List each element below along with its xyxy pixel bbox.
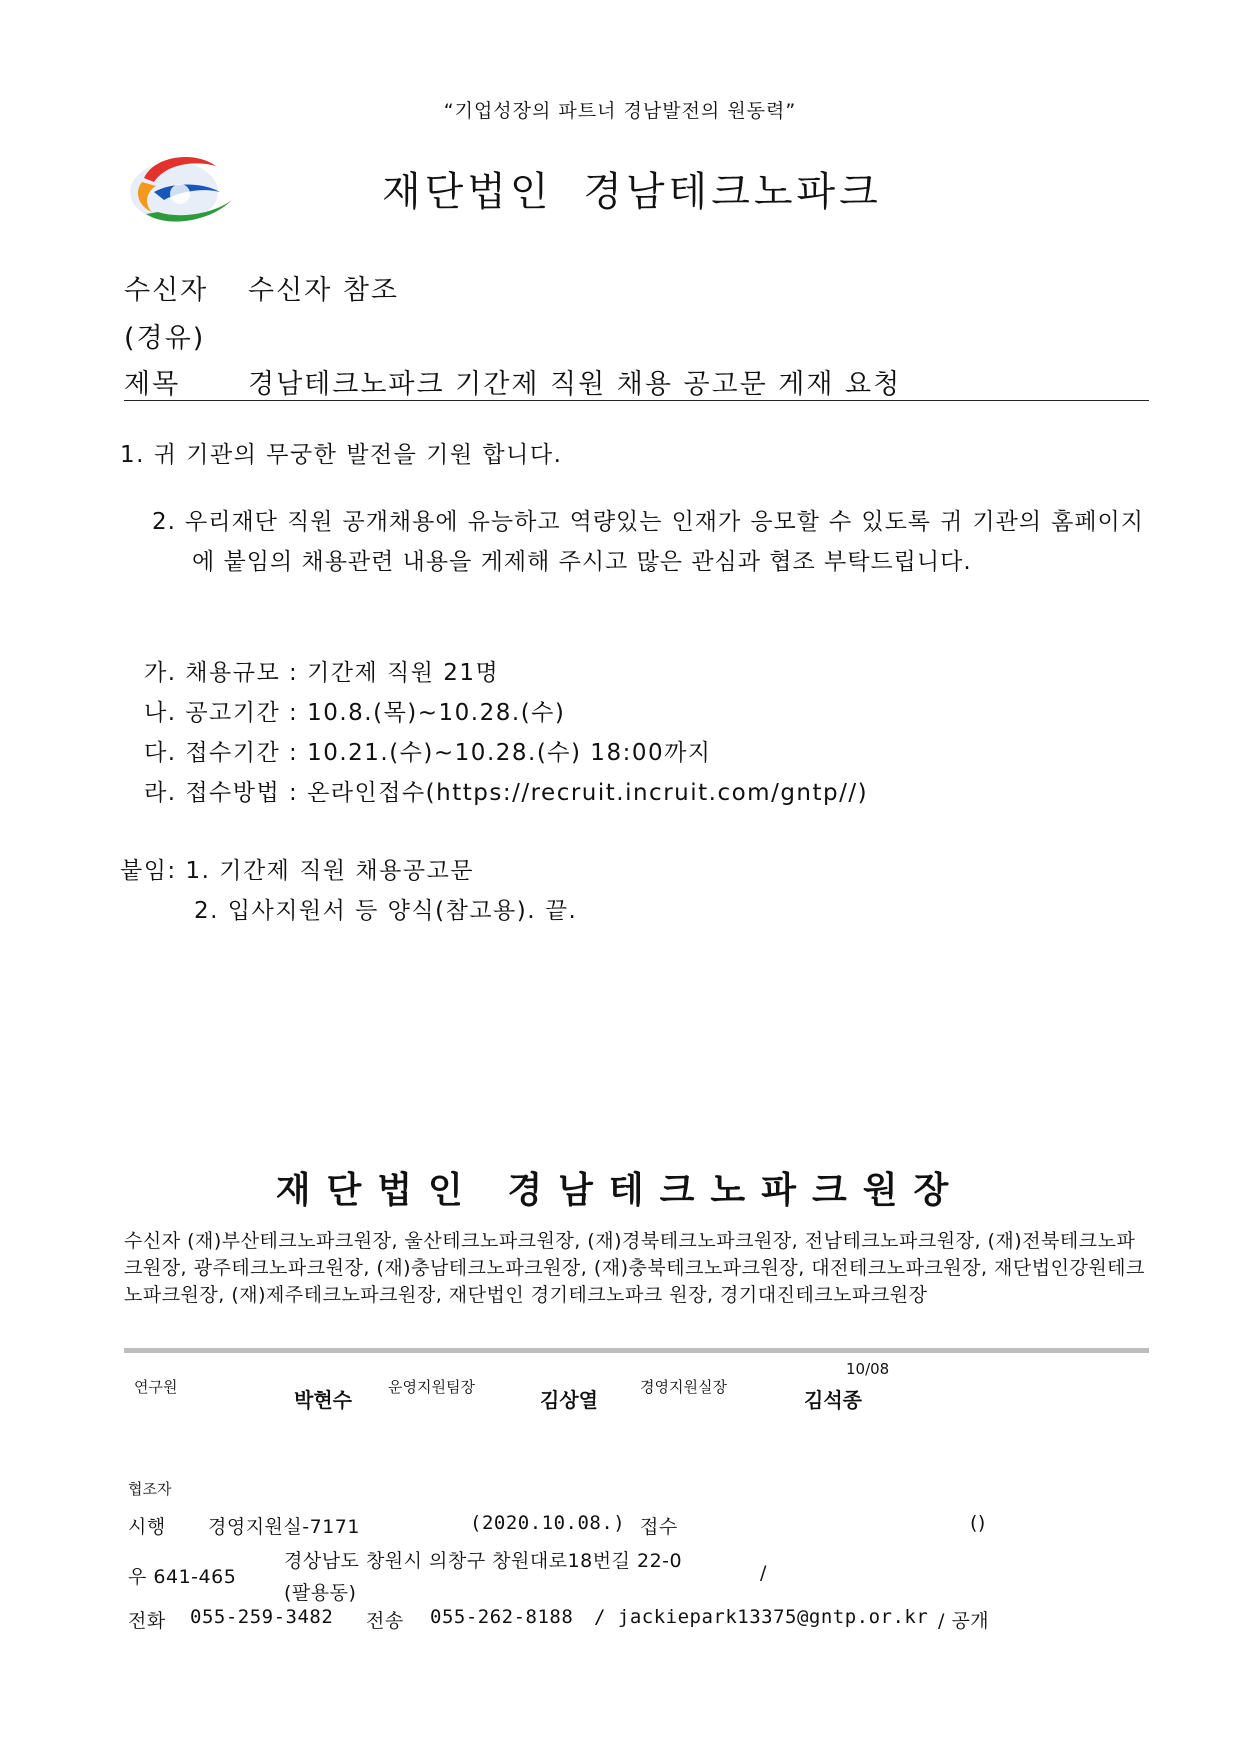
approver-name-2: 김상열 — [540, 1388, 598, 1412]
sender-title: 재단법인 경남테크노파크원장 — [275, 1170, 965, 1211]
organization-logo — [124, 148, 236, 230]
phone-label: 전화 — [128, 1610, 166, 1632]
recipient-list: 수신자 (재)부산테크노파크원장, 울산테크노파크원장, (재)경북테크노파크원장, 전남테크노파크원장, (재)전북테크노파크원장, 광주테크노파크원장, (재)충남테크노파크원장, (재)충북테크노파크원장, 대전테크노파크원장, 재단법인강원테크노파크원장, (재)제주테크노파크원장, 재단법인 경기테크노파크 원장, 경기대진테크노파크원장 — [124, 1230, 1145, 1306]
organization-title: 재단법인 경남테크노파크 — [382, 169, 882, 215]
motto: “기업성장의 파트너 경남발전의 원동력” — [443, 100, 797, 122]
approver-role-1: 연구원 — [134, 1378, 178, 1396]
list-item-method: 라. 접수방법 : 온라인접수(https://recruit.incruit.com/gntp//) — [144, 780, 869, 806]
list-item-scale: 가. 채용규모 : 기간제 직원 21명 — [144, 660, 500, 686]
address-line-2: (팔용동) — [284, 1582, 357, 1604]
exec-label: 시행 — [128, 1516, 166, 1538]
list-item-period: 나. 공고기간 : 10.8.(목)~10.28.(수) — [144, 700, 566, 726]
fax-number: 055-262-8188 — [430, 1606, 574, 1628]
approval-divider — [124, 1348, 1149, 1353]
paragraph-2 — [152, 502, 1144, 582]
exec-value: 경영지원실-7171 — [208, 1516, 360, 1538]
fax-label: 전송 — [366, 1610, 404, 1632]
paragraph-1: 1. 귀 기관의 무궁한 발전을 기원 합니다. — [120, 442, 563, 468]
via-label: (경유) — [124, 323, 206, 354]
subject-value: 경남테크노파크 기간제 직원 채용 공고문 게재 요청 — [248, 369, 902, 400]
attachment-1: 붙임: 1. 기간제 직원 채용공고문 — [120, 858, 475, 884]
approver-name-3: 김석종 — [804, 1388, 862, 1412]
paragraph-2-text: 2. 우리재단 직원 공개채용에 유능하고 역량있는 인재가 응모할 수 있도록 귀 기관의 홈페이지에 붙임의 채용관련 내용을 게제해 주시고 많은 관심과 협조 부탁드립니다. — [152, 509, 1144, 575]
approval-date: 10/08 — [846, 1360, 890, 1378]
approver-role-3: 경영지원실장 — [640, 1378, 727, 1396]
header-divider — [124, 400, 1149, 401]
recipient-value: 수신자 참조 — [248, 275, 399, 306]
receive-value: () — [970, 1512, 986, 1534]
subject-label: 제목 — [124, 369, 181, 400]
cooperator-label: 협조자 — [128, 1480, 172, 1498]
zip-code: 우 641-465 — [128, 1566, 237, 1588]
address-slash: / — [760, 1562, 767, 1584]
receive-label: 접수 — [640, 1516, 678, 1538]
approver-role-2: 운영지원팀장 — [388, 1378, 475, 1396]
phone-number: 055-259-3482 — [190, 1606, 334, 1628]
attachment-2: 2. 입사지원서 등 양식(참고용). 끝. — [194, 898, 578, 924]
disclosure-status: / 공개 — [938, 1610, 990, 1632]
exec-date: (2020.10.08.) — [470, 1512, 626, 1534]
email-address: / jackiepark13375@gntp.or.kr — [594, 1606, 929, 1628]
recipient-label: 수신자 — [124, 275, 209, 306]
list-item-receipt: 다. 접수기간 : 10.21.(수)~10.28.(수) 18:00까지 — [144, 740, 712, 766]
address-line-1: 경상남도 창원시 의창구 창원대로18번길 22-0 — [284, 1550, 683, 1572]
approver-name-1: 박현수 — [294, 1388, 352, 1412]
